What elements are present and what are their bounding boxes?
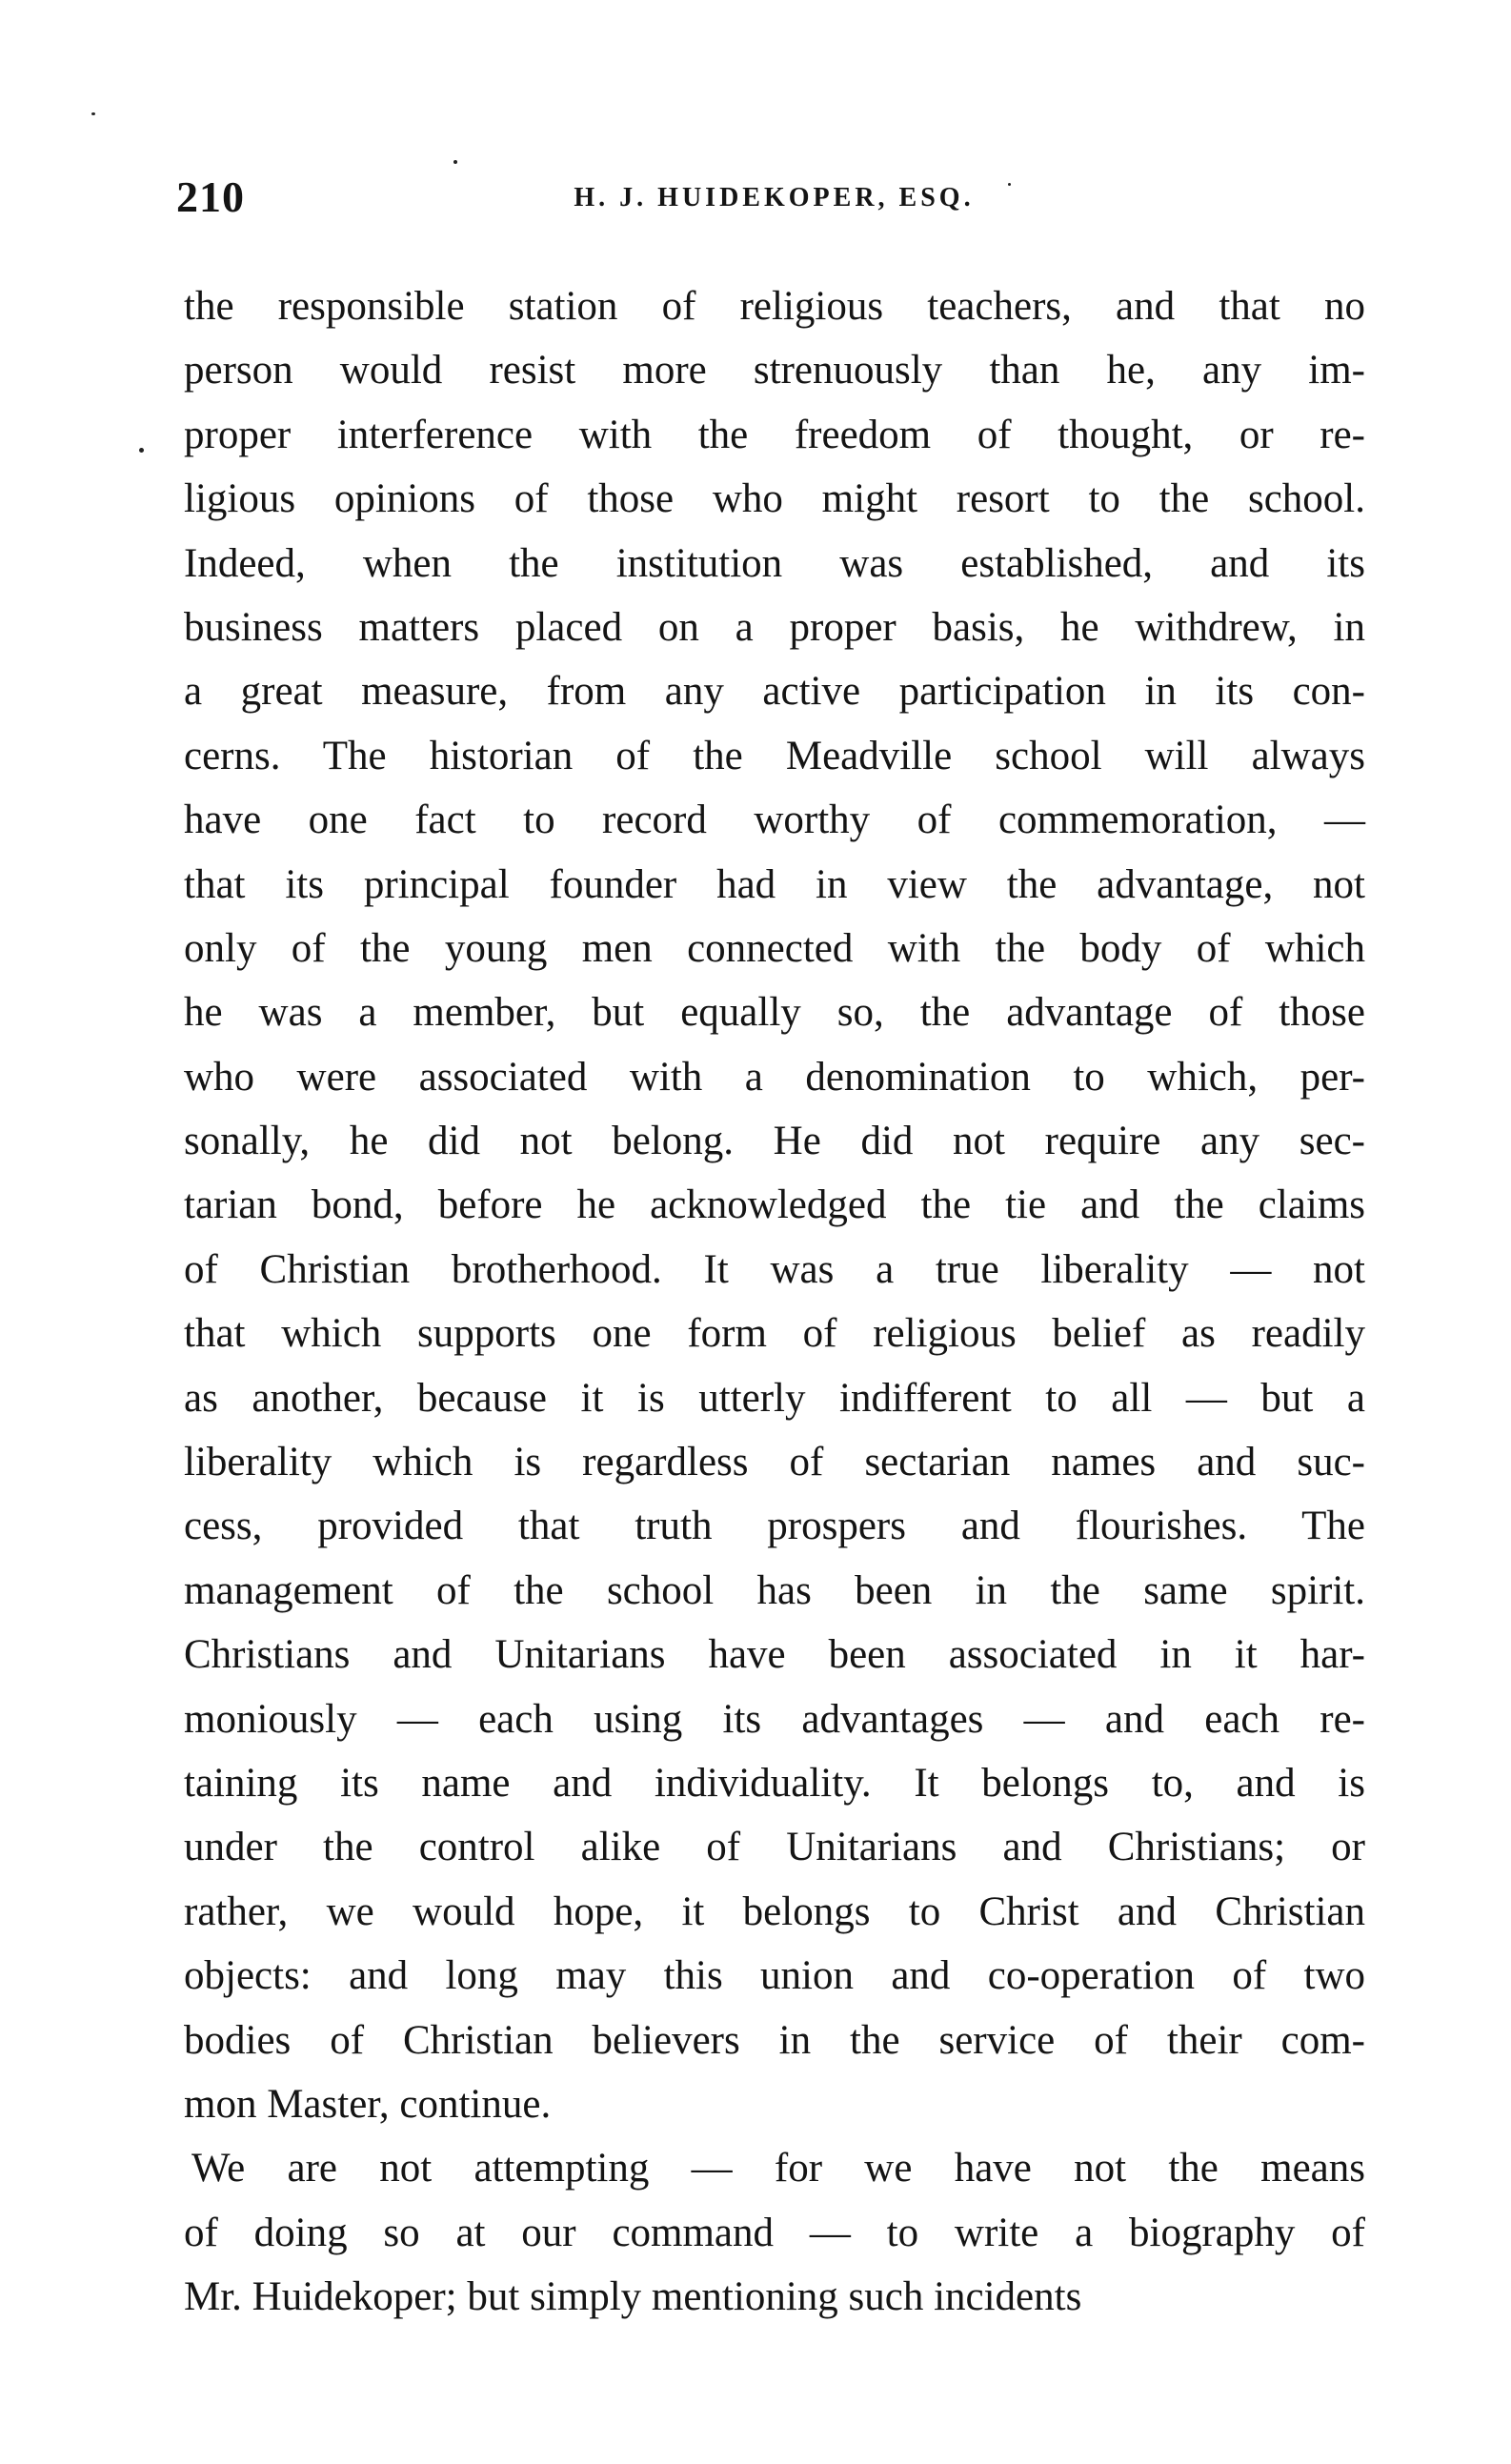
text-line: Christians and Unitarians have been associated in it har- xyxy=(184,1632,1365,1678)
text-line: as another, because it is utterly indifferent to all — but a xyxy=(184,1375,1365,1421)
text-line: rather, we would hope, it belongs to Christ and Christian xyxy=(184,1888,1365,1934)
text-line: the responsible station of religious teachers, and that no xyxy=(184,284,1365,329)
page-number: 210 xyxy=(176,172,245,221)
text-line: person would resist more strenuously than he, any im- xyxy=(184,348,1365,394)
text-line: ligious opinions of those who might resort to the school. xyxy=(184,476,1365,522)
text-line: Indeed, when the institution was established, and its xyxy=(184,540,1365,586)
print-speck xyxy=(91,112,95,115)
text-line: sonally, he did not belong. He did not require any sec- xyxy=(184,1119,1365,1164)
text-line: moniously — each using its advantages — and each re- xyxy=(184,1696,1365,1742)
text-line: that which supports one form of religious belief as readily xyxy=(184,1311,1365,1357)
text-line: bodies of Christian believers in the service of their com- xyxy=(184,2017,1365,2063)
text-line: cess, provided that truth prospers and flourishes. The xyxy=(184,1504,1365,1549)
text-line: business matters placed on a proper basis, he withdrew, in xyxy=(184,604,1365,650)
running-head xyxy=(176,172,1372,229)
text-line: proper interference with the freedom of thought, or re- xyxy=(184,412,1365,457)
print-speck xyxy=(1008,183,1011,186)
text-line: taining its name and individuality. It belongs to, and is xyxy=(184,1760,1365,1806)
text-line: he was a member, but equally so, the advantage of those xyxy=(184,990,1365,1036)
text-line: management of the school has been in the same spirit. xyxy=(184,1567,1365,1613)
text-line: of Christian brotherhood. It was a true liberality — not xyxy=(184,1246,1365,1292)
text-line: a great measure, from any active participation in its con- xyxy=(184,669,1365,715)
body-text xyxy=(184,274,1365,2330)
text-line: of doing so at our command — to write a biography of xyxy=(184,2210,1365,2255)
print-speck xyxy=(139,448,144,453)
text-line: that its principal founder had in view the advantage, not xyxy=(184,861,1365,907)
text-line: have one fact to record worthy of commemoration, — xyxy=(184,798,1365,843)
text-line: liberality which is regardless of sectarian names and suc- xyxy=(184,1440,1365,1485)
text-line: We are not attempting — for we have not the means xyxy=(191,2146,1365,2191)
text-line: objects: and long may this union and co-operation of two xyxy=(184,1953,1365,1999)
paragraph xyxy=(184,2136,1365,2329)
text-line: under the control alike of Unitarians and Christians; or xyxy=(184,1825,1365,1870)
print-speck xyxy=(453,160,457,164)
running-title: H. J. HUIDEKOPER, ESQ. xyxy=(574,183,975,212)
paragraph xyxy=(184,274,1365,2136)
text-line: only of the young men connected with the body of which xyxy=(184,925,1365,971)
text-line: tarian bond, before he acknowledged the tie and the claims xyxy=(184,1182,1365,1228)
text-line: mon Master, continue. xyxy=(184,2081,552,2127)
text-line: cerns. The historian of the Meadville school will always xyxy=(184,733,1365,778)
text-line: who were associated with a denomination to which, per- xyxy=(184,1054,1365,1100)
text-line: Mr. Huidekoper; but simply mentioning such incidents xyxy=(184,2274,1082,2320)
